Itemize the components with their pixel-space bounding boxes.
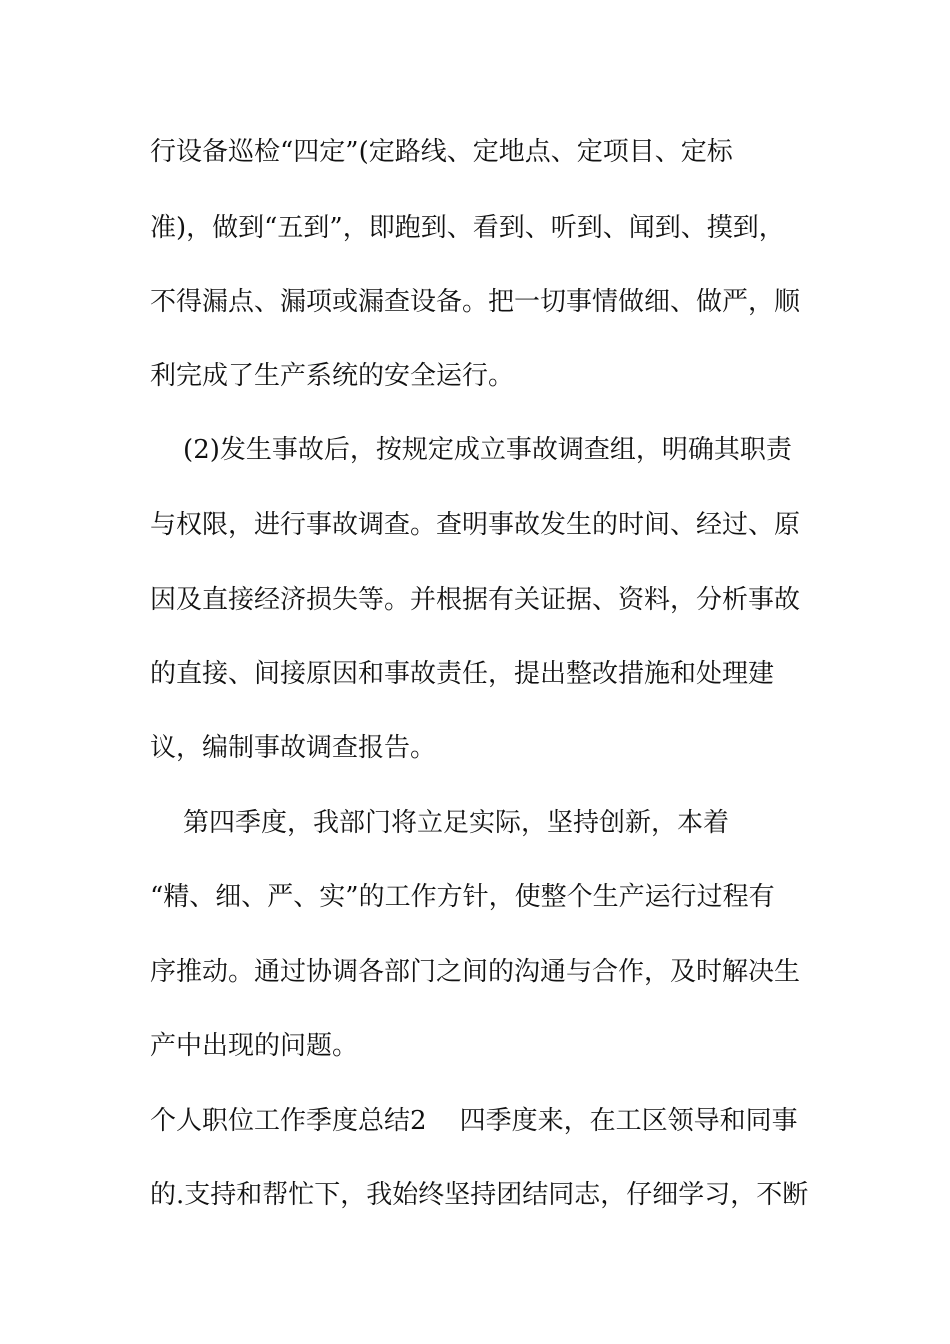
- text-line: 准)，做到“五到”，即跑到、看到、听到、闻到、摸到，: [150, 213, 785, 243]
- text-line: 的直接、间接原因和事故责任，提出整改措施和处理建: [150, 659, 775, 689]
- text-line: 第四季度，我部门将立足实际，坚持创新，本着: [150, 808, 730, 838]
- text-line: (2)发生事故后，按规定成立事故调查组，明确其职责: [150, 435, 792, 465]
- text-line: 与权限，进行事故调查。查明事故发生的时间、经过、原: [150, 510, 801, 540]
- text-line: “精、细、严、实”的工作方针，使整个生产运行过程有: [150, 882, 775, 912]
- text-line: 个人职位工作季度总结2 四季度来，在工区领导和同事: [150, 1106, 798, 1136]
- text-line: 利完成了生产系统的安全运行。: [150, 361, 515, 391]
- text-line: 的.支持和帮忙下，我始终坚持团结同志，仔细学习，不断: [150, 1180, 809, 1210]
- text-line: 因及直接经济损失等。并根据有关证据、资料，分析事故: [150, 585, 801, 615]
- text-line: 产中出现的问题。: [150, 1031, 359, 1061]
- text-line: 不得漏点、漏项或漏查设备。把一切事情做细、做严，顺: [150, 287, 801, 317]
- text-line: 序推动。通过协调各部门之间的沟通与合作，及时解决生: [150, 957, 801, 987]
- text-line: 行设备巡检“四定”(定路线、定地点、定项目、定标: [150, 137, 733, 167]
- text-line: 议，编制事故调查报告。: [150, 733, 437, 763]
